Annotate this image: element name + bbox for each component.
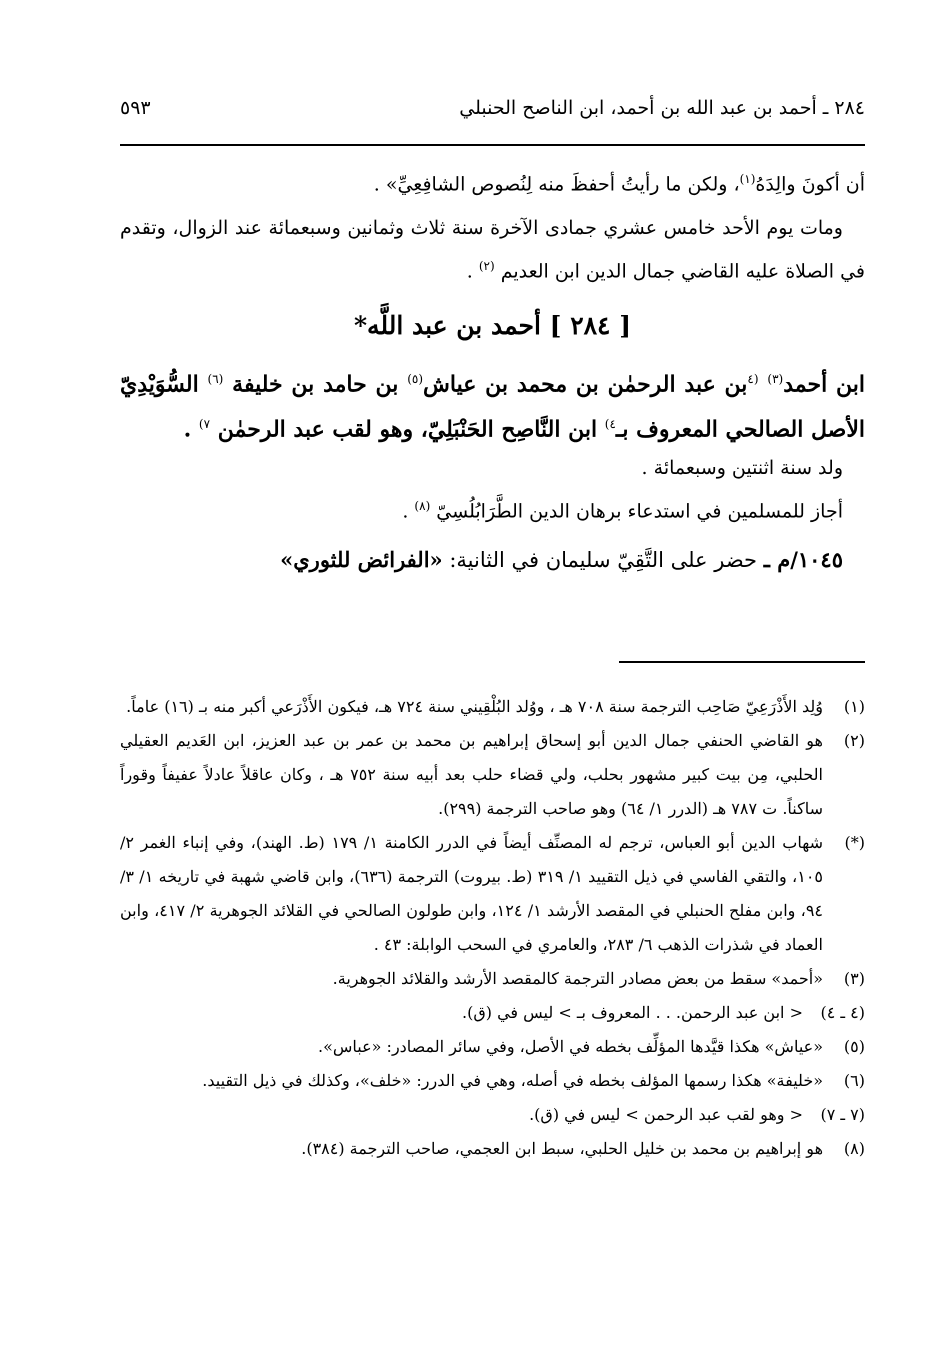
page-header: [120, 86, 865, 130]
paragraph-attended: [120, 541, 865, 579]
main-text: [120, 160, 865, 579]
footnote-number: (*): [844, 833, 865, 852]
footnote-1: [120, 690, 865, 724]
footnote-number: (٧ ـ ٧): [820, 1105, 865, 1124]
footnote-text: «خليفة» هكذا رسمها المؤلف بخطه في أصله، وهي في الدرر: «خلف»، وكذلك في ذيل التقييد.: [202, 1071, 823, 1090]
entry-lineage: [120, 359, 865, 450]
footnote-number: (٣): [843, 969, 865, 988]
text-span: السُّوَيْدِيّ الأصل الصالحي المعروف بـ: [120, 370, 865, 443]
footnote-text: «أحمد» سقط من بعض مصادر الترجمة كالمقصد الأرشد والقلائد الجوهرية.: [332, 969, 823, 988]
paragraph-born: ولد سنة اثنتين وسبعمائة .: [641, 457, 843, 480]
footnote-7-7: [120, 1098, 865, 1132]
footnote-text: هو القاضي الحنفي جمال الدين أبو إسحاق إبراهيم بن محمد بن عمر بن عبد العزيز، ابن العَديم العقيلي الحلبي، مِن بيت كبير مشهور بحلب، ولي قضاء حلب بعد أبيه سنة ٧٥٢ هـ ، وكان عاقلاً عادلاً عفيفاً وقوراً ساكناً. ت ٧٨٧ هـ (الدرر ١/ ٦٤) وهو صاحب الترجمة (٢٩٩).: [120, 731, 823, 818]
footnote-divider: [619, 661, 865, 663]
footnote-text: وُلِد الأَذْرَعِيّ صَاحِب الترجمة سنة ٧٠٨ هـ ، ووُلد البُلْقِيني سنة ٧٢٤ هـ، فيكون الأَذْرَعي أكبر منه بـ (١٦) عاماً.: [126, 697, 823, 716]
entry-heading: [ ٢٨٤ ] أحمد بن عبد اللَّه*: [353, 310, 632, 340]
text-span: بن عبد الرحمٰن بن محمد بن عياش: [423, 370, 748, 397]
footnote-text: < وهو لقب عبد الرحمن > ليس في (ق).: [529, 1105, 803, 1124]
record-number: ١٠٤٥/م ـ: [763, 546, 843, 572]
footnote-4-4: [120, 996, 865, 1030]
text-span: بن حامد بن خليفة: [232, 370, 408, 397]
footnotes: [120, 690, 865, 1166]
text-span: .: [183, 416, 199, 443]
text-span: ابن أحمد: [783, 370, 865, 397]
footnote-text: «عياش» هكذا قيَّدها المؤلِّف بخطه في الأصل، وفي سائر المصادر: «عباس».: [318, 1037, 823, 1056]
footnote-text: < ابن عبد الرحمن. . . المعروف بـ > ليس في (ق).: [462, 1003, 803, 1022]
header-divider: [120, 144, 865, 146]
footnote-8: [120, 1132, 865, 1166]
text-span: ابن النَّاصِح الحَنْبَلِيّ، وهو لقب عبد الرحمٰن: [217, 416, 605, 443]
text-span: حضر على التَّقِيّ سليمان في الثانية:: [442, 547, 758, 572]
page-number: ٥٩٣: [120, 97, 151, 119]
footnote-star: [120, 826, 865, 962]
text-span: أن أكونَ والِدَهُ: [755, 173, 865, 196]
footnote-2: [120, 724, 865, 826]
footnote-ref: ٤): [604, 416, 616, 431]
footnote-number: (٥): [843, 1037, 865, 1056]
footnote-ref: (١): [739, 172, 756, 186]
text-span: أجاز للمسلمين في استدعاء برهان الدين الطَّرَابُلُسِيّ: [436, 500, 843, 523]
footnote-3: [120, 962, 865, 996]
paragraph-licensed: [120, 487, 865, 530]
footnote-ref: (٦): [207, 371, 224, 386]
footnote-6: [120, 1064, 865, 1098]
text-span: .: [466, 260, 479, 283]
footnote-number: (٢): [843, 731, 865, 750]
footnote-ref: ٧): [198, 416, 211, 431]
footnote-ref: (٢): [478, 259, 495, 274]
footnote-ref: (٨): [414, 499, 431, 514]
footnote-number: (٨): [843, 1139, 865, 1158]
running-title: ٢٨٤ ـ أحمد بن عبد الله بن أحمد، ابن الناصح الحنبلي: [459, 97, 865, 119]
footnote-ref: (٥): [407, 371, 424, 386]
book-title: «الفرائض للثوري»: [280, 546, 443, 572]
footnote-number: (٦): [843, 1071, 865, 1090]
footnote-5: [120, 1030, 865, 1064]
footnote-ref: (٣): [767, 371, 784, 386]
footnote-ref: (٤: [747, 371, 759, 386]
footnote-number: (١): [843, 697, 865, 716]
footnote-number: (٤ ـ ٤): [820, 1003, 865, 1022]
text-span: .: [402, 500, 415, 523]
text-span: ومات يوم الأحد خامس عشري جمادى الآخرة سنة ثلاث وثمانين وسبعمائة عند الزوال، وتقدم في الصلاة عليه القاضي جمال الدين ابن العديم: [120, 217, 865, 283]
footnote-text: شهاب الدين أبو العباس، ترجم له المصنِّف أيضاً في الدرر الكامنة ١/ ١٧٩ (ط. الهند)، وفي إنباء الغمر ٢/ ١٠٥، والتقي الفاسي في ذيل التقييد ١/ ٣١٩ (ط. بيروت) الترجمة (٦٣٦)، وابن قاضي شهبة في تاريخه ١/ ٣/ ٩٤، وابن مفلح الحنبلي في المقصد الأرشد ١/ ١٢٤، وابن طولون الصالحي في القلائد الجوهرية ٢/ ٤١٧، وابن العماد في شذرات الذهب ٦/ ٢٨٣، والعامري في السحب الوابلة: ٤٣ .: [120, 833, 824, 954]
footnote-text: هو إبراهيم بن محمد بن خليل الحلبي، سبط ابن العجمي، صاحب الترجمة (٣٨٤).: [301, 1139, 823, 1158]
text-span: ، ولكن ما رأيتُ أحفظَ منه لِنُصوص الشافِعِيِّ» .: [373, 173, 740, 196]
paragraph-quote-end: [120, 160, 865, 203]
paragraph-death: [120, 209, 865, 290]
